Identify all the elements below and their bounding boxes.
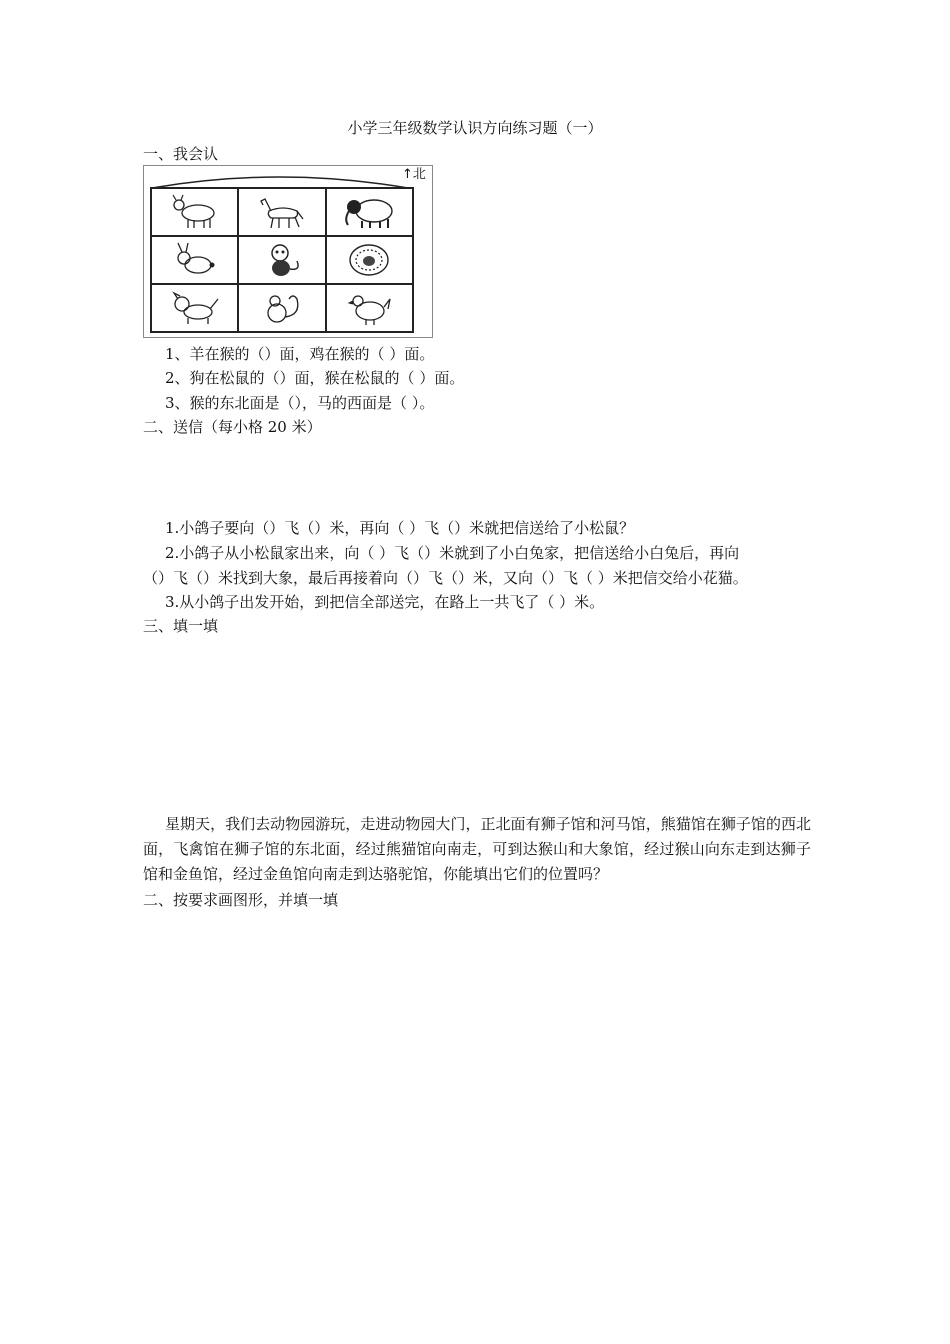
section1-question-3: 3、猴的东北面是（），马的西面是（ ）。 bbox=[165, 394, 435, 412]
north-label: 北 bbox=[412, 167, 426, 182]
north-indicator bbox=[402, 167, 426, 183]
squirrel-icon bbox=[253, 289, 311, 327]
grid-cell-peacock bbox=[326, 236, 413, 284]
section1-question-2: 2、狗在松鼠的（）面，猴在松鼠的（ ）面。 bbox=[165, 369, 465, 387]
grid-cell-rabbit bbox=[151, 236, 238, 284]
section2-question-1: 1.小鸽子要向（）飞（）米，再向（ ）飞（）米就把信送给了小松鼠？ bbox=[165, 519, 635, 537]
section3-paragraph: 星期天，我们去动物园游玩，走进动物园大门，正北面有狮子馆和河马馆，熊猫馆在狮子馆的西北面，飞禽馆在狮子馆的东北面，经过熊猫馆向南走，可到达猴山和大象馆，经过猴山向东走到达狮子馆和金鱼馆，经过金鱼馆向南走到达骆驼馆，你能填出它们的位置吗？ bbox=[143, 815, 811, 883]
section2-question-3: 3.从小鸽子出发开始，到把信全部送完，在路上一共飞了（ ）米。 bbox=[165, 593, 605, 611]
grid-cell-dog bbox=[151, 284, 238, 332]
page-title: 小学三年级数学认识方向练习题（一） bbox=[347, 119, 603, 137]
section2-question-2: 2.小鸽子从小松鼠家出来，向（ ）飞（）米就到了小白兔家，把信送给小白兔后，再向 bbox=[165, 544, 740, 562]
animal-grid bbox=[150, 187, 414, 333]
goat-icon bbox=[166, 193, 224, 231]
peacock-icon bbox=[340, 241, 398, 279]
horse-icon bbox=[253, 193, 311, 231]
section1-heading: 一、我会认 bbox=[143, 145, 219, 163]
grid-cell-monkey bbox=[238, 236, 325, 284]
chicken-icon bbox=[340, 289, 398, 327]
grid-cell-horse bbox=[238, 188, 325, 236]
section1-question-1: 1、羊在猴的（）面，鸡在猴的（ ）面。 bbox=[165, 345, 435, 363]
elephant-icon bbox=[340, 193, 398, 231]
grid-cell-squirrel bbox=[238, 284, 325, 332]
monkey-icon bbox=[253, 241, 311, 279]
grid-cell-goat bbox=[151, 188, 238, 236]
grid-cell-chicken bbox=[326, 284, 413, 332]
dog-icon bbox=[166, 289, 224, 327]
grid-cell-elephant bbox=[326, 188, 413, 236]
section2-question-2-continued: （）飞（）米找到大象，最后再接着向（）飞（）米，又向（）飞（ ）米把信交给小花猫。 bbox=[143, 569, 748, 587]
section2-heading: 二、送信（每小格 20 米） bbox=[143, 418, 322, 436]
north-arrow-icon: ↑ bbox=[402, 167, 413, 182]
rabbit-icon bbox=[166, 241, 224, 279]
section3-heading: 三、填一填 bbox=[143, 617, 219, 635]
section4-heading: 二、按要求画图形，并填一填 bbox=[143, 891, 339, 909]
